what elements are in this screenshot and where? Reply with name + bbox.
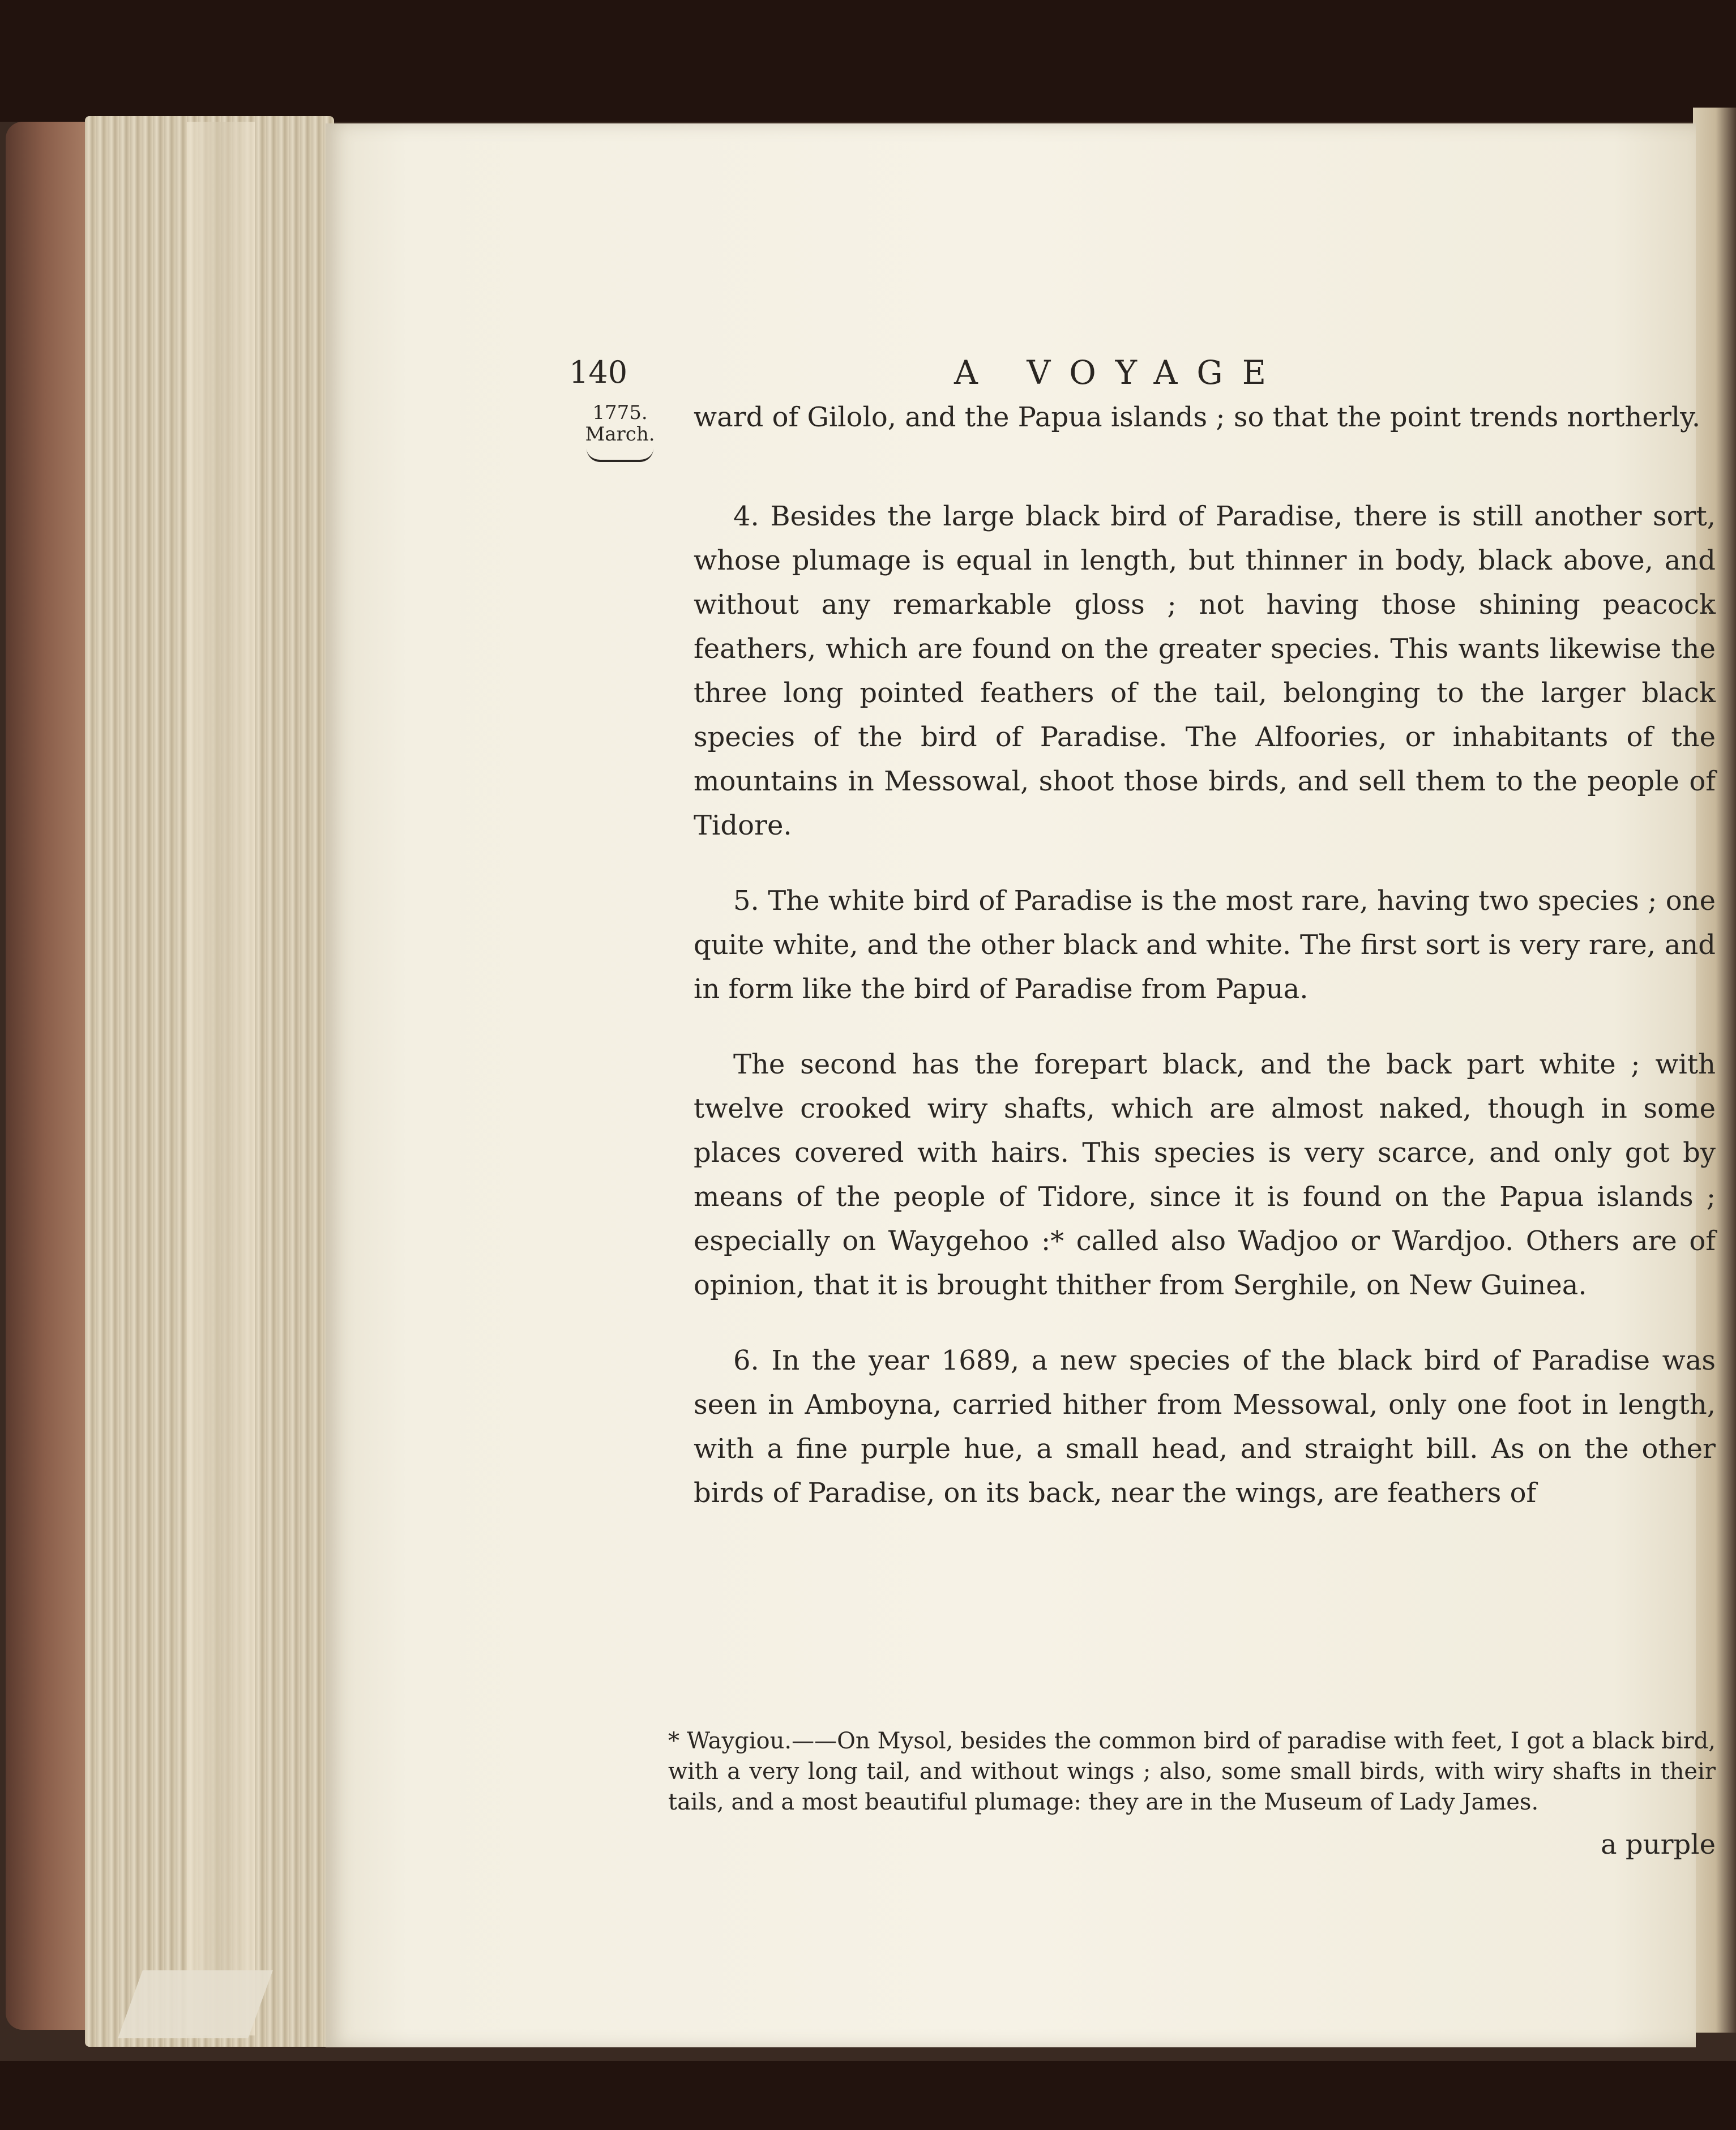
background-bottom: [0, 2061, 1736, 2130]
brace-ornament: [587, 448, 653, 462]
paragraph-5: 5. The white bird of Paradise is the most rare, having two species ; one quite white, and the other black and white. The first sort is very rare, and in form like the bird of Paradise from Papua.: [694, 885, 1716, 1005]
margin-year: 1775.: [592, 401, 648, 424]
running-head: [326, 347, 1696, 398]
running-title: A VOYAGE: [954, 353, 1286, 392]
footnote: * Waygiou.——On Mysol, besides the common bird of paradise with feet, I got a black bird, with a very long tail, and without wings ; also, some small birds, with wiry shafts in their tails, and a most beautiful plumage: they are in the Museum of Lady James.: [668, 1728, 1716, 1815]
book-page: [326, 123, 1716, 2047]
torn-page-corner: [118, 1970, 273, 2038]
margin-month: March.: [585, 423, 655, 446]
paragraph-6: 6. In the year 1689, a new species of the black bird of Paradise was seen in Amboyna, carried hither from Messowal, only one foot in length, with a fine purple hue, a small head, and straight bill. As on the other birds of Paradise, on its back, near the wings, are feathers of: [694, 1345, 1716, 1509]
page-number: 140: [569, 354, 628, 390]
paragraph-second-species: The second has the forepart black, and the back part white ; with twelve crooked wiry shafts, which are almost naked, though in some places covered with hairs. This species is very scarce, and only got by means of the people of Tidore, since it is found on the Papua islands ; especially on Waygehoo :* called also Wadjoo or Wardjoo. Others are of opinion, that it is brought thither from Serghile, on New Guinea.: [694, 1049, 1716, 1301]
margin-date-note: [583, 402, 657, 462]
page-stack-highlight: [187, 122, 255, 2035]
background-top: [0, 0, 1736, 122]
body-text: [694, 395, 1716, 1515]
catchword: a purple: [1601, 1829, 1716, 1860]
paragraph-4: 4. Besides the large black bird of Paradise, there is still another sort, whose plumage is equal in length, but thinner in body, black above, and without any remarkable gloss ; not having those shining peacock feathers, which are found on the greater species. This wants likewise the three long pointed feathers of the tail, belonging to the larger black species of the bird of Paradise. The Alfoories, or inhabitants of the mountains in Messowal, shoot those birds, and sell them to the people of Tidore.: [694, 501, 1716, 841]
binding-ink-mark: [31, 1752, 54, 1792]
paragraph-continuation: ward of Gilolo, and the Papua islands ; so that the point trends northerly.: [694, 401, 1701, 433]
